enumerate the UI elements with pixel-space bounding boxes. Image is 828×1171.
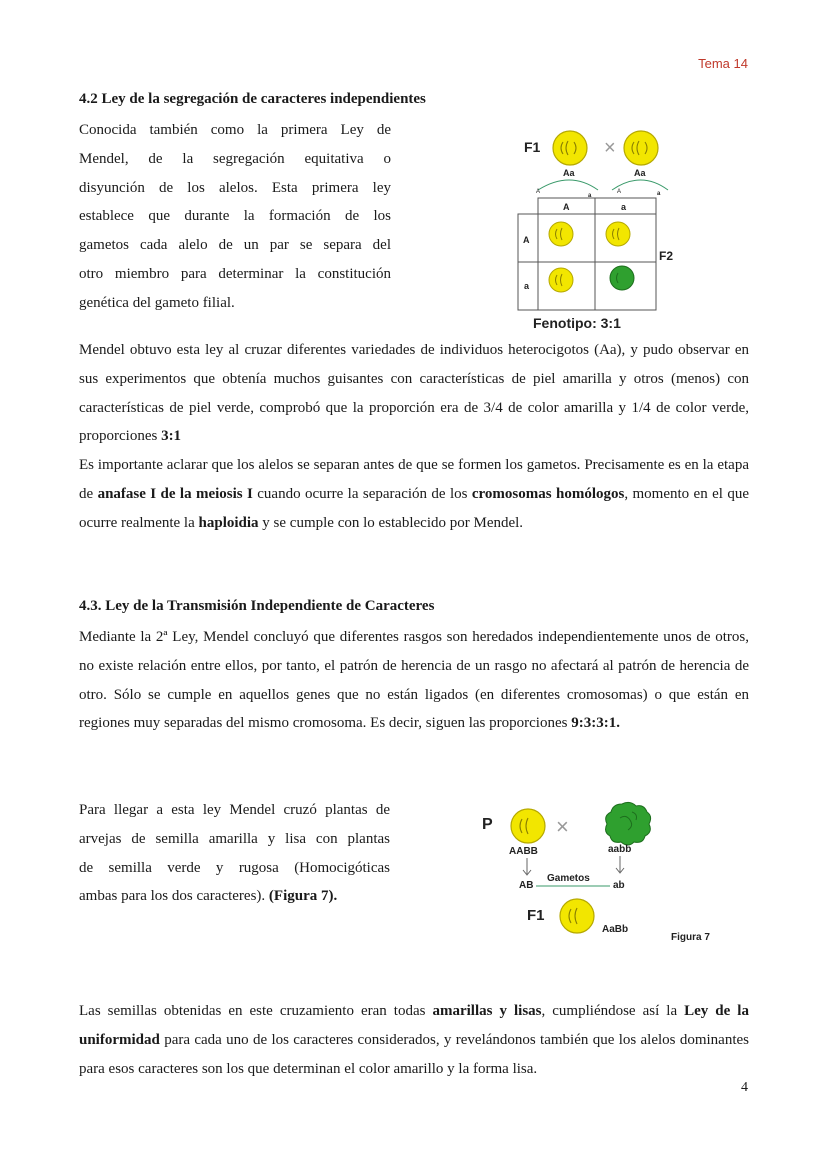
gamete-label: A	[536, 189, 541, 195]
figure-reference: (Figura 7).	[268, 888, 338, 905]
row-header-a: a	[524, 281, 530, 291]
paragraph-line: Para llegar a esta ley Mendel cruzó plantas de	[79, 802, 390, 818]
yellow-pea-icon	[624, 131, 658, 165]
paragraph-text: ambas para los dos caracteres).	[79, 888, 269, 905]
intro-line: Mendel, de la segregación equitativa o	[79, 150, 391, 167]
yellow-pea-icon	[549, 222, 573, 246]
yellow-pea-icon	[606, 222, 630, 246]
intro-line: disyunción de los alelos. Esta primera ley	[79, 179, 391, 196]
arrow-down-icon	[523, 858, 531, 875]
section1-intro	[79, 116, 391, 318]
bold-term: amarillas y lisas	[432, 1003, 542, 1019]
paragraph-anaphase	[79, 451, 749, 537]
bold-term: haploidia	[198, 514, 259, 531]
arrow-down-icon	[616, 856, 624, 873]
paragraph-second-law	[79, 623, 749, 738]
f2-label: F2	[659, 249, 674, 263]
paragraph-segregation-experiment	[79, 336, 749, 451]
genotype-aabb: aabb	[608, 844, 632, 855]
gamete-label: a	[588, 193, 592, 199]
gamete-AB: AB	[519, 880, 534, 891]
yellow-pea-icon	[549, 268, 573, 292]
section-title-segregation: 4.2 Ley de la segregación de caracteres independientes	[79, 91, 426, 107]
paragraph-text: , momento en el que ocurre realmente la	[79, 485, 749, 531]
header-tag: Tema 14	[698, 56, 748, 71]
genotype-AABB: AABB	[509, 846, 538, 857]
bold-term: Ley de la uniformidad	[79, 1003, 749, 1048]
f1-label: F1	[527, 907, 545, 924]
paragraph-text: Las semillas obtenidas en este cruzamiento eran todas	[79, 1003, 433, 1019]
intro-line: establece que durante la formación de los	[79, 208, 391, 225]
punnett-figure	[508, 122, 688, 334]
yellow-smooth-pea-icon	[560, 899, 594, 933]
paragraph-text: , cumpliéndose así la	[541, 1003, 685, 1019]
bold-term: anafase I de la meiosis I	[97, 485, 253, 502]
gamete-label: A	[617, 189, 622, 195]
green-pea-icon	[610, 266, 634, 290]
cross-icon: ×	[556, 814, 569, 839]
column-header-a: a	[621, 202, 627, 212]
intro-line: gametos cada alelo de un par se separa del	[79, 237, 391, 254]
phenotype-caption: Fenotipo: 3:1	[533, 315, 621, 331]
gamete-label: a	[657, 191, 661, 197]
section-title-independent: 4.3. Ley de la Transmisión Independiente de Caracteres	[79, 598, 435, 614]
gamete-ab: ab	[613, 880, 625, 891]
ratio-bold: 9:3:3:1.	[571, 715, 620, 732]
green-wrinkled-pea-icon	[606, 802, 651, 845]
row-header-A: A	[523, 235, 530, 245]
paragraph-text: Mediante la 2ª Ley, Mendel concluyó que diferentes rasgos son heredados independientemente unos de otros, no existe relación entre ellos, por tanto, el patrón de herencia de un rasgo no afectará al patrón de herencia de otro. Sólo se cumple en aquellos genes que no están ligados (en diferentes cromosomas) o que están en regiones muy separadas del mismo cromosoma. Es decir, siguen las proporciones	[79, 629, 749, 732]
paragraph-line: arvejas de semilla amarilla y lisa con plantas	[79, 830, 390, 847]
paragraph-text: Mendel obtuvo esta ley al cruzar diferentes variedades de individuos heterocigotos (Aa), y pudo observar en sus experimentos que obtenía muchos guisantes con características de piel amarilla y otros (menos) con características de piel verde, comprobó que la proporción era de 3/4 de color amarilla y 1/4 de color verde, proporciones	[79, 342, 749, 445]
gametes-label: Gametos	[547, 873, 590, 884]
paragraph-uniformity	[79, 997, 749, 1083]
paragraph-text: para cada uno de los caracteres considerados, y revelándonos también que los alelos dominantes para esos caracteres son los que determinan el color amarillo y la forma lisa.	[79, 1031, 749, 1077]
paragraph-text: cuando ocurre la separación de los	[252, 485, 472, 502]
paragraph-pea-cross	[79, 796, 390, 911]
paragraph-text: y se cumple con lo establecido por Mendel.	[258, 514, 524, 531]
parent-genotype-right: Aa	[634, 168, 646, 178]
gamete-arc	[538, 180, 598, 190]
parent-genotype-left: Aa	[563, 168, 575, 178]
bold-term: cromosomas homólogos	[471, 485, 625, 502]
punnett-grid	[518, 198, 656, 310]
column-header-A: A	[563, 202, 570, 212]
figure-caption: Figura 7	[671, 932, 710, 943]
page-number: 4	[741, 1080, 748, 1095]
intro-line: otro miembro para determinar la constitución	[79, 265, 391, 282]
ratio-bold: 3:1	[161, 428, 182, 445]
intro-line: Conocida también como la primera Ley de	[79, 122, 391, 138]
cross-icon: ×	[604, 137, 616, 159]
yellow-pea-icon	[553, 131, 587, 165]
intro-line: genética del gameto filial.	[79, 294, 235, 311]
yellow-smooth-pea-icon	[511, 809, 545, 843]
paragraph-text: Es importante aclarar que los alelos se separan antes de que se formen los gametos. Precisamente es en la etapa de	[79, 457, 749, 502]
f1-label: F1	[524, 139, 541, 155]
genotype-AaBb: AaBb	[602, 924, 629, 935]
p-label: P	[482, 816, 493, 833]
paragraph-line	[79, 882, 390, 911]
figure-7	[476, 796, 726, 946]
paragraph-line: de semilla verde y rugosa (Homocigóticas	[79, 859, 390, 876]
